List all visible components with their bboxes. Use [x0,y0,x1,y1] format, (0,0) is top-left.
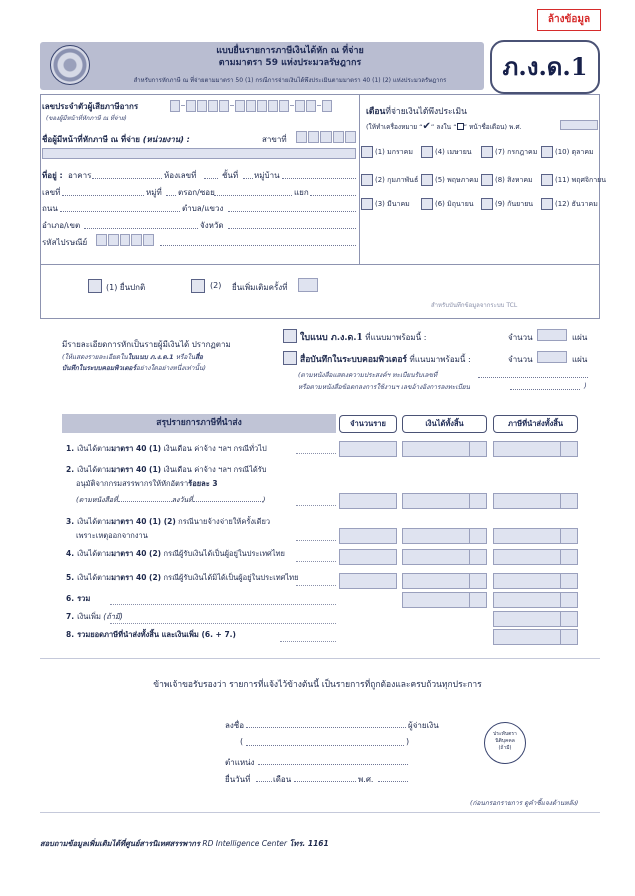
summary-row-part: ร้อยละ 3 [188,479,218,488]
reference-number-input[interactable] [510,380,580,390]
payer-name-label [42,133,190,146]
leader-line [296,540,336,541]
attachment-note-2 [62,363,206,373]
tax-cell[interactable] [493,528,578,544]
month-option[interactable] [421,174,478,186]
instruction-part: ” ลงใน “ [430,122,457,131]
tax-id-input[interactable] [170,100,356,112]
sheet-unit-label: แผ่น [572,333,588,342]
summary-row-label [66,549,285,559]
decimal-separator [560,442,561,456]
day-input[interactable] [256,772,272,782]
summary-row-part: มาตรา 40 (1) (2) [111,517,176,526]
summary-row-part: กรณีนายจ้างจ่ายให้ครั้งเดียว [175,517,271,526]
note-part: (ให้แสดงรายละเอียดใน [62,353,128,361]
form-title-line1: แบบยื่นรายการภาษีเงินได้หัก ณ ที่จ่าย [216,46,364,56]
month-label: (8) สิงหาคม [495,175,533,184]
decimal-separator [560,612,561,626]
summary-row-part: 3. [66,517,75,526]
summary-row-part: มาตรา 40 (1) [111,465,162,474]
room-label: ห้องเลขที่ [164,171,197,180]
floor-input[interactable] [243,169,253,179]
summary-row-part: กรณีผู้รับเงินได้มิได้เป็นผู้อยู่ในประเทศไทย [161,573,299,582]
stamp-text: นิติบุคคล [495,738,515,744]
summary-row-label-2 [76,531,148,541]
name-close-paren: ) [406,737,410,746]
payer-name-label-note: (หน่วยงาน) : [142,135,190,144]
month-label: (7) กรกฎาคม [495,147,538,156]
tax-cell[interactable] [493,611,578,627]
registration-number-input[interactable] [478,368,588,378]
summary-row-label [66,630,236,640]
summary-row-part: ลงวันที่ [171,496,193,504]
column-head-income: เงินได้ทั้งสิ้น [402,415,487,433]
form-title [100,45,480,69]
summary-row-part: 1. [66,444,75,453]
subdistrict-label: ตำบล/แขวง [182,204,224,213]
divider [40,658,600,659]
note-part: สื่อ [195,353,203,361]
count-cell[interactable] [339,573,397,589]
attachment-sheet-checkbox[interactable] [283,329,297,343]
summary-row-part: ) [262,496,266,504]
normal-filing-label: (1) ยื่นปกติ [106,283,146,292]
district-label: อำเภอ/เขต [42,221,81,230]
attachment-intro: มีรายละเอียดการหักเป็นรายผู้มีเงินได้ ปรากฏตาม [62,340,231,349]
summary-row-part: เงินเดือน ค่าจ้าง ฯลฯ กรณีได้รับ [161,465,267,474]
summary-row-part: (ตามหนังสือที่ [76,496,118,504]
month-checkbox[interactable] [361,146,373,158]
name-open-paren: ( [240,737,244,746]
income-cell[interactable] [402,441,487,457]
summary-row-part: เงินได้ตาม [77,465,112,474]
month-option[interactable] [481,174,533,186]
summary-row-part: เงินได้ตาม [77,573,112,582]
instruction-part: ” หน้าชื่อเดือน) พ.ศ. [463,122,522,131]
income-cell[interactable] [402,528,487,544]
village-input[interactable] [282,169,356,179]
summary-row-label [66,517,270,527]
sheet-count-label: จำนวน [508,333,533,342]
summary-row-part: เงินเพิ่ม [77,612,104,621]
month-option[interactable] [541,146,594,158]
attachment-note-ref: หรือตามหนังสือข้อตกลงการใช้งานฯ เลขอ้างอิงการลงทะเบียน [298,383,470,391]
village-label: หมู่บ้าน [254,171,280,180]
summary-row-part: รวมยอดภาษีที่นำส่งทั้งสิ้น และเงินเพิ่ม (6. + 7.) [77,630,236,639]
payer-name-input[interactable] [42,148,356,159]
tax-cell[interactable] [493,493,578,509]
media-count-label: จำนวน [508,355,533,364]
month-label: (5) พฤษภาคม [435,175,479,184]
summary-row-part: มาตรา 40 (1) [111,444,162,453]
column-head-count: จำนวนราย [339,415,397,433]
leader-line [296,505,336,506]
summary-row-part: มาตรา 40 (2) [111,549,162,558]
branch-input[interactable] [296,131,356,143]
media-count-input[interactable] [537,351,567,363]
checkmark-icon: ✔ [422,121,431,132]
attachment-media-label [300,352,471,366]
summary-row-part: กรณีผู้รับเงินได้เป็นผู้อยู่ในประเทศไทย [161,549,285,558]
stamp-text: (ถ้ามี) [498,745,512,751]
month-label: (11) พฤศจิกายน [555,175,607,184]
soi-input[interactable] [214,186,292,196]
decimal-separator [560,529,561,543]
leader-line [296,561,336,562]
form-code: ภ.ง.ด.1 [490,40,600,94]
month-checkbox[interactable] [421,198,433,210]
note-part: ใบแนบ ภ.ง.ด.1 [127,353,174,361]
summary-row-part: เงินได้ตาม [77,444,112,453]
postcode-input[interactable] [96,234,154,246]
month-checkbox[interactable] [541,198,553,210]
letter-number-input[interactable] [118,494,172,502]
tax-cell[interactable] [493,441,578,457]
attachment-note [62,352,203,362]
clear-data-button[interactable]: ล้างข้อมูล [537,9,601,31]
decimal-separator [560,593,561,607]
form-title-line2: ตามมาตรา 59 แห่งประมวลรัษฎากร [218,58,362,68]
month-title-bold: เดือน [366,107,386,117]
address-extra-line [160,236,356,246]
footer-phone: โทร. 1161 [289,839,329,848]
count-cell[interactable] [339,441,397,457]
income-cell[interactable] [402,573,487,589]
province-label: จังหวัด [200,221,224,230]
footer [40,838,329,850]
summary-row-label-3 [76,494,266,505]
additional-filing-count-input[interactable] [298,278,318,292]
month-option[interactable] [361,174,418,186]
month-label: (4) เมษายน [435,147,472,156]
date-label: ยื่นวันที่ [225,775,251,784]
month-label: (9) กันยายน [495,199,534,208]
year-label: พ.ศ. [358,775,374,784]
road-input[interactable] [60,202,180,212]
junction-label: แยก [294,188,309,197]
decimal-separator [469,442,470,456]
tax-id-label: เลขประจำตัวผู้เสียภาษีอากร [42,102,139,111]
tax-cell[interactable] [493,592,578,608]
month-label: (10) ตุลาคม [555,147,594,156]
month-label: (1) มกราคม [375,147,413,156]
normal-filing-checkbox[interactable] [88,279,102,293]
opt-part: ภ.ง.ด.1 [330,333,363,343]
road-label: ถนน [42,204,58,213]
additional-filing-checkbox[interactable] [191,279,205,293]
decimal-separator [469,574,470,588]
income-cell[interactable] [402,493,487,509]
instruction-part: (ให้ทำเครื่องหมาย “ [366,122,423,131]
footer-text: RD Intelligence Center [199,839,290,848]
footer-text: สอบถามข้อมูลเพิ่มเติมได้ที่ศูนย์สารนิเทศสรรพากร [40,839,200,848]
additional-filing-label: ยื่นเพิ่มเติมครั้งที่ [232,283,288,292]
signature-input[interactable] [246,718,406,728]
tax-cell[interactable] [493,573,578,589]
month-checkbox[interactable] [541,174,553,186]
month-option[interactable] [481,198,533,210]
subdistrict-input[interactable] [228,202,356,212]
decimal-separator [469,593,470,607]
postcode-label: รหัสไปรษณีย์ [42,238,88,247]
month-option[interactable] [541,198,598,210]
decimal-separator [560,574,561,588]
payer-label: ผู้จ่ายเงิน [408,721,439,730]
month-title-rest: ที่จ่ายเงินได้พึงประเมิน [385,107,467,117]
month-instruction [366,121,522,132]
leader-line [296,453,336,454]
note-part: หรือใน [173,353,196,361]
month-label: (6) มิถุนายน [435,199,474,208]
decimal-separator [469,529,470,543]
sheet-count-input[interactable] [537,329,567,341]
additional-filing-num: (2) [210,281,222,290]
month-checkbox[interactable] [481,198,493,210]
month-checkbox[interactable] [361,198,373,210]
summary-row-part: 5. [66,573,75,582]
junction-input[interactable] [310,186,356,196]
attachment-media-checkbox[interactable] [283,351,297,365]
month-option[interactable] [361,146,413,158]
summary-row-label [66,465,267,475]
month-title [366,104,467,118]
summary-row-part: รวม [77,594,91,603]
position-input[interactable] [258,755,408,765]
room-input[interactable] [204,169,218,179]
branch-label: สาขาที่ [262,135,287,144]
summary-row-part: เงินได้ตาม [77,549,112,558]
divider [359,94,360,264]
opt-part: ที่แนบมาพร้อมนี้ : [407,355,471,364]
attachment-close-paren: ) [584,382,587,390]
month-label: (12) ธันวาคม [555,199,598,208]
opt-part: สื่อบันทึกในระบบคอมพิวเตอร์ [300,355,407,365]
building-label: อาคาร [68,171,92,180]
month-checkbox[interactable] [481,174,493,186]
moo-input[interactable] [166,186,176,196]
payer-name-label-text: ชื่อผู้มีหน้าที่หักภาษี ณ ที่จ่าย [42,135,140,144]
summary-row-label-2 [76,479,218,489]
company-seal-area [484,722,526,764]
attachment-sheet-label [300,330,426,344]
summary-row-part: 2. [66,465,75,474]
decimal-separator [469,550,470,564]
month-option[interactable] [421,146,472,158]
month-checkbox[interactable] [421,174,433,186]
attachment-note-reg: (ตามหนังสือแสดงความประสงค์ฯ ทะเบียนรับเลขที่ [298,371,438,379]
moo-label: หมู่ที่ [146,188,162,197]
number-label: เลขที่ [42,188,61,197]
leader-line [110,623,336,624]
summary-row-label [66,612,123,622]
summary-row-part: เงินเดือน ค่าจ้าง ฯลฯ กรณีทั่วไป [161,444,267,453]
footnote: (ก่อนกรอกรายการ ดูคำชี้แจงด้านหลัง) [470,799,579,807]
note-part: อย่างใดอย่างหนึ่งเท่านั้น) [135,364,206,372]
month-option[interactable] [421,198,474,210]
month-option[interactable] [481,146,537,158]
month-label: (2) กุมภาพันธ์ [375,175,419,184]
summary-row-label [66,594,90,604]
summary-row-part: 6. [66,594,75,603]
tax-cell[interactable] [493,629,578,645]
leader-line [296,585,336,586]
count-cell[interactable] [339,493,397,509]
month-input[interactable] [294,772,356,782]
count-cell[interactable] [339,528,397,544]
officer-note: สำหรับบันทึกข้อมูลจากระบบ TCL [431,302,518,309]
printed-name-input[interactable] [246,736,404,746]
declaration-text: ข้าพเจ้าขอรับรองว่า รายการที่แจ้งไว้ข้างต้นนี้ เป็นรายการที่ถูกต้องและครบถ้วนทุกประการ [153,680,482,690]
media-unit-label: แผ่น [572,355,588,364]
revenue-department-seal-icon [50,45,90,85]
building-input[interactable] [92,169,162,179]
count-cell[interactable] [339,549,397,565]
tax-cell[interactable] [493,549,578,565]
summary-row-part: 4. [66,549,75,558]
leader-line [110,604,336,605]
form-subtitle: สำหรับการหักภาษี ณ ที่จ่ายตามมาตรา 50 (1) กรณีการจ่ายเงินได้พึงประเมินตามมาตรา 40 (1) (2) แห่งประมวลรัษฎากร [133,77,447,84]
opt-part: ใบแนบ [300,333,331,343]
decimal-separator [560,494,561,508]
decimal-separator [560,550,561,564]
summary-row-part: 7. [66,612,75,621]
divider [40,264,600,265]
summary-row-part: 8. [66,630,75,639]
summary-row-part: มาตรา 40 (2) [111,573,162,582]
month-checkbox[interactable] [361,174,373,186]
month-checkbox[interactable] [541,146,553,158]
number-input[interactable] [62,186,144,196]
soi-label: ตรอก/ซอย [178,188,215,197]
decimal-separator [469,494,470,508]
income-cell[interactable] [402,549,487,565]
position-label: ตำแหน่ง [225,758,255,767]
year-input-sign[interactable] [378,772,408,782]
divider [40,812,600,813]
month-option[interactable] [541,174,606,186]
month-label: (3) มีนาคม [375,199,410,208]
summary-header: สรุปรายการภาษีที่นำส่ง [62,414,336,433]
column-head-tax: ภาษีที่นำส่งทั้งสิ้น [493,415,578,433]
year-input[interactable] [560,120,598,130]
tax-id-note: (ของผู้มีหน้าที่หักภาษี ณ ที่จ่าย) [46,115,127,122]
summary-row-label [66,573,299,583]
district-input[interactable] [84,219,198,229]
summary-row-part: (ถ้ามี) [103,612,123,621]
month-checkbox[interactable] [481,146,493,158]
sign-label: ลงชื่อ [225,721,245,730]
province-input[interactable] [228,219,356,229]
summary-row-part: เงินได้ตาม [77,517,112,526]
address-label: ที่อยู่ : [42,171,63,180]
opt-part: ที่แนบมาพร้อมนี้ : [362,333,427,342]
month-label: เดือน [273,775,292,784]
leader-line [280,641,336,642]
decimal-separator [560,630,561,644]
month-checkbox[interactable] [421,146,433,158]
letter-date-input[interactable] [193,494,263,502]
income-cell[interactable] [402,592,487,608]
summary-row-part: เพราะเหตุออกจากงาน [76,531,148,540]
month-option[interactable] [361,198,410,210]
floor-label: ชั้นที่ [222,171,239,180]
checkbox-sample-icon [457,123,464,130]
note-part: บันทึกในระบบคอมพิวเตอร์ [62,364,136,372]
stamp-text: ประทับตรา [493,731,517,737]
summary-row-part: อนุมัติจากกรมสรรพากรให้หักอัตรา [76,479,189,488]
summary-row-label [66,444,267,454]
